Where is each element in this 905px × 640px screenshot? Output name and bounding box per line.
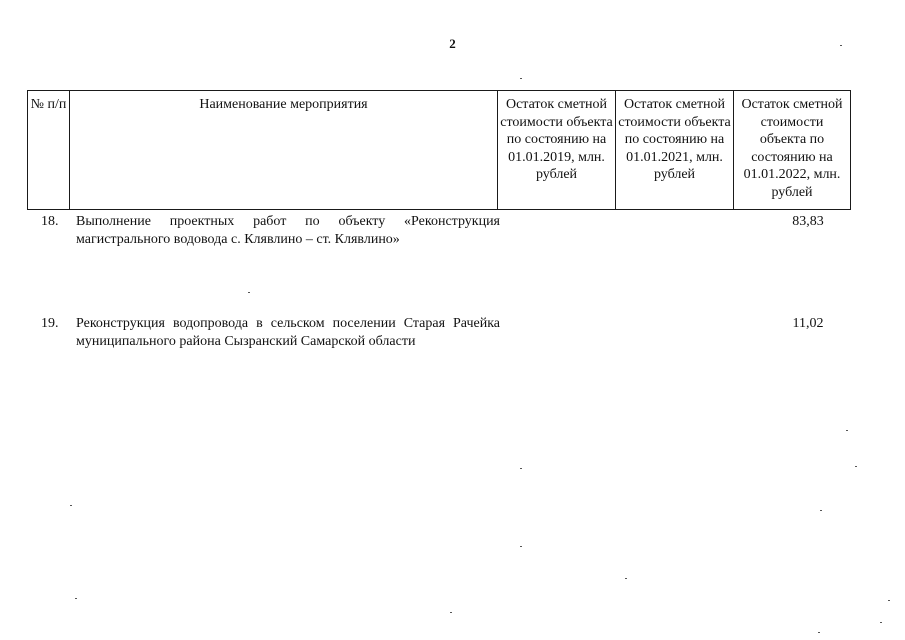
scan-speck: [625, 578, 627, 579]
scan-speck: [818, 632, 820, 633]
scan-speck: [520, 546, 522, 547]
scan-speck: [450, 612, 452, 613]
row-number: 18.: [41, 214, 59, 229]
scan-speck: [888, 600, 890, 601]
scan-speck: [248, 292, 250, 293]
scan-speck: [70, 505, 72, 506]
page-number: 2: [449, 36, 456, 51]
scan-speck: [520, 468, 522, 469]
scan-speck: [820, 510, 822, 511]
row-value-2022: 11,02: [792, 316, 824, 331]
scan-speck: [520, 78, 522, 79]
scan-speck: [840, 45, 842, 46]
scan-speck: [75, 598, 77, 599]
row-number: 19.: [41, 316, 59, 331]
scan-speck: [880, 622, 882, 623]
row-value-2022: 83,83: [792, 214, 824, 229]
header-name: Наименование мероприятия: [70, 91, 498, 210]
scan-speck: [846, 430, 848, 431]
header-col-2019: Остаток сметной стоимости объекта по состоянию на 01.01.2019, млн. рублей: [498, 91, 616, 210]
row-name: Выполнение проектных работ по объекту «Реконструкция магистрального водовода с. Клявлино – ст. Клявлино»: [76, 214, 500, 247]
row-name: Реконструкция водопровода в сельском поселении Старая Рачейка муниципального района Сызранский Самарской области: [76, 316, 500, 349]
header-row: [28, 91, 851, 210]
header-col-2021: Остаток сметной стоимости объекта по состоянию на 01.01.2021, млн. рублей: [616, 91, 734, 210]
header-col-2022: Остаток сметной стоимости объекта по состоянию на 01.01.2022, млн. рублей: [734, 91, 851, 210]
header-num: № п/п: [28, 91, 70, 210]
table-header: [27, 90, 851, 210]
scan-speck: [855, 466, 857, 467]
